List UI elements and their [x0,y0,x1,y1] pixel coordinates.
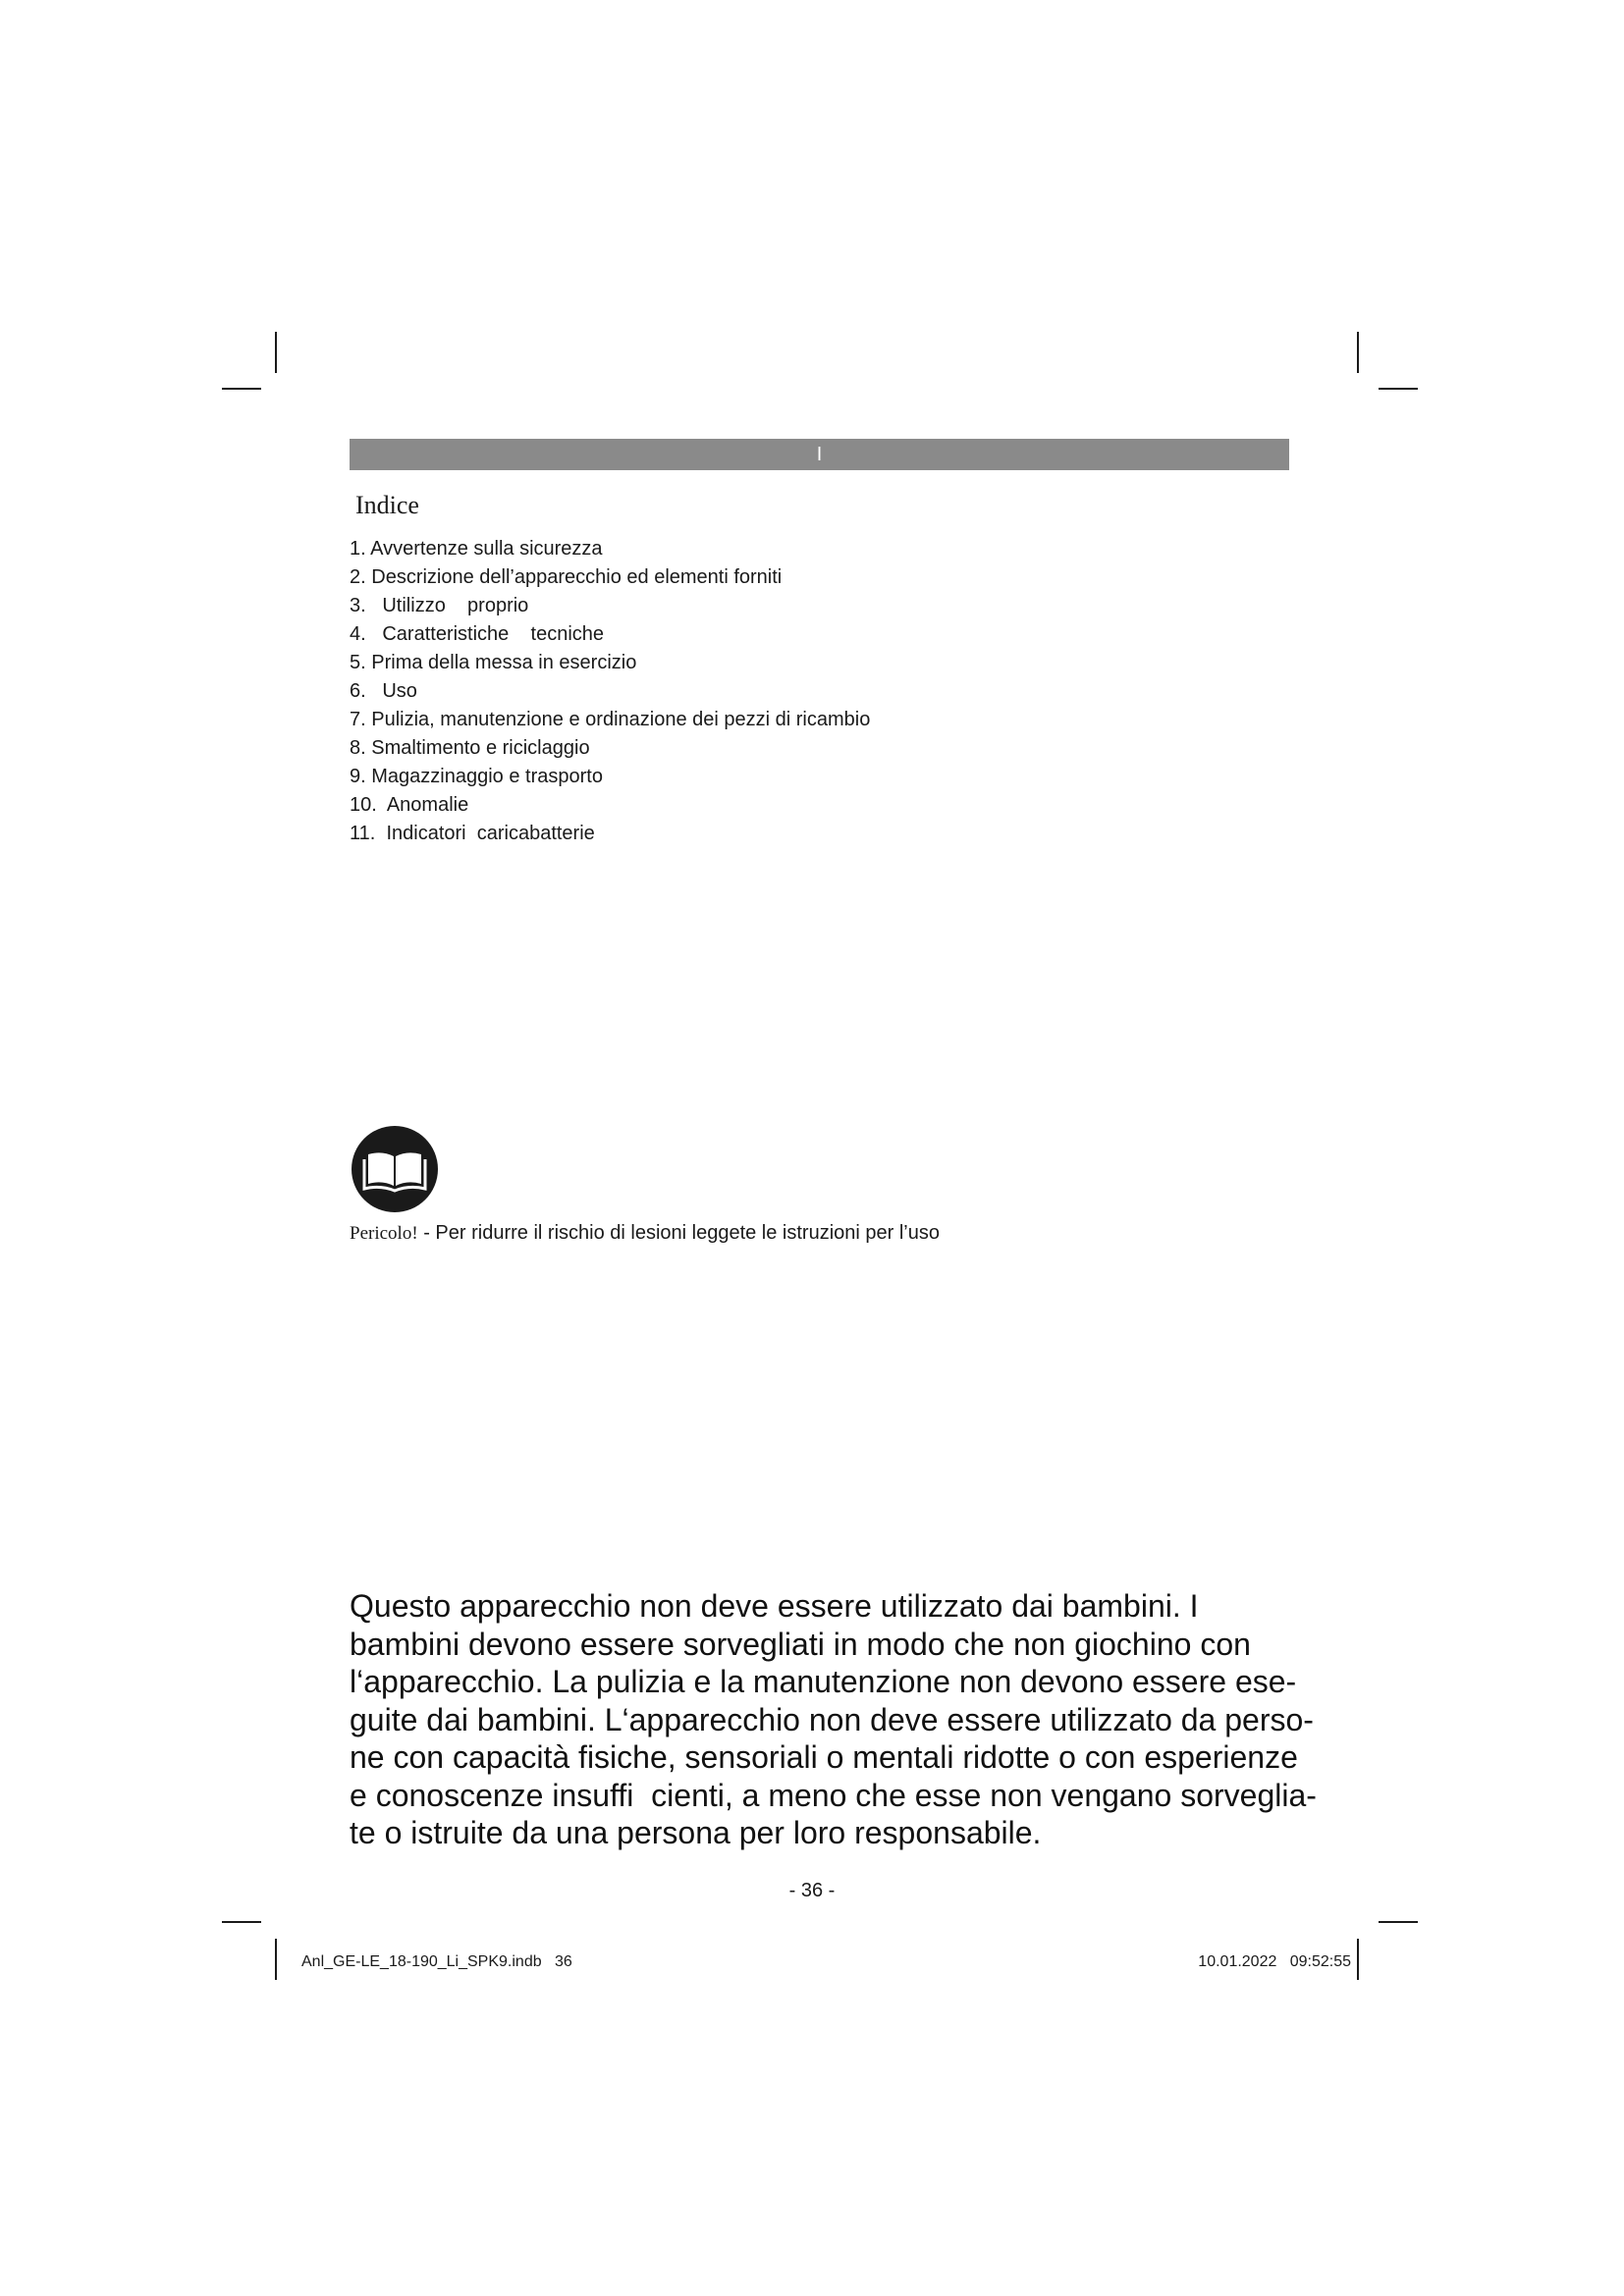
warning-word: Pericolo! [350,1223,418,1244]
toc-item-number: 10. [350,794,377,816]
toc-item-label: Smaltimento e riciclaggio [371,737,590,759]
toc-item [350,820,870,848]
toc-item-number: 1. [350,538,366,560]
toc-item [350,592,870,620]
footer-file-name: Anl_GE-LE_18-190_Li_SPK9.indb 36 [301,1953,572,1970]
toc-item-number: 2. [350,566,366,588]
toc-item-label: Prima della messa in esercizio [371,652,637,673]
toc-item-label: Indicatori caricabatterie [386,823,595,844]
toc-item-label: Pulizia, manutenzione e ordinazione dei pezzi di ricambio [371,709,871,730]
toc-item [350,649,870,677]
page-number: - 36 - [788,1880,836,1901]
toc-list [350,535,870,848]
toc-item-label: Anomalie [386,794,469,816]
crop-mark-bottom-left-horizontal [222,1921,261,1923]
toc-item-label: Uso [382,680,417,702]
safety-paragraph [350,1587,1317,1852]
toc-item [350,791,870,820]
toc-item-label: Magazzinaggio e trasporto [371,766,603,787]
toc-item-label: Caratteristiche tecniche [382,623,605,645]
safety-paragraph-line: ne con capacità fisiche, sensoriali o mentali ridotte o con esperienze [350,1739,1298,1775]
safety-paragraph-line: l‘apparecchio. La pulizia e la manutenzione non devono essere ese- [350,1664,1297,1699]
toc-item [350,677,870,706]
crop-mark-top-right-vertical [1357,332,1359,373]
safety-paragraph-line: Questo apparecchio non deve essere utilizzato dai bambini. I [350,1588,1199,1624]
toc-item [350,535,870,563]
toc-item-label: Descrizione dell’apparecchio ed elementi forniti [371,566,783,588]
toc-item-number: 5. [350,652,366,673]
toc-item [350,734,870,763]
toc-item-label: Avvertenze sulla sicurezza [370,538,603,560]
toc-item [350,763,870,791]
crop-mark-top-left-horizontal [222,388,261,390]
toc-item-number: 8. [350,737,366,759]
crop-mark-bottom-right-vertical [1357,1939,1359,1980]
crop-mark-top-left-vertical [275,332,277,373]
warning-text: - Per ridurre il rischio di lesioni leggete le istruzioni per l’uso [417,1222,940,1244]
toc-item-label: Utilizzo proprio [382,595,529,616]
toc-title: Indice [355,491,419,519]
toc-item-number: 9. [350,766,366,787]
safety-paragraph-line: te o istruite da una persona per loro responsabile. [350,1815,1042,1850]
crop-mark-bottom-right-horizontal [1379,1921,1418,1923]
toc-item-number: 4. [350,623,366,645]
toc-item-number: 6. [350,680,366,702]
read-manual-icon [351,1125,439,1213]
crop-mark-top-right-horizontal [1379,388,1418,390]
toc-item [350,620,870,649]
language-header-bar [350,439,1289,470]
toc-item-number: 3. [350,595,366,616]
warning-line [350,1222,940,1245]
toc-item [350,563,870,592]
language-label: I [816,444,823,465]
crop-mark-bottom-left-vertical [275,1939,277,1980]
safety-paragraph-line: bambini devono essere sorvegliati in modo che non giochino con [350,1626,1251,1662]
toc-item-number: 7. [350,709,366,730]
footer-datetime: 10.01.2022 09:52:55 [1198,1953,1351,1970]
toc-item [350,706,870,734]
safety-paragraph-line: e conoscenze insuffi cienti, a meno che esse non vengano sorveglia- [350,1777,1317,1813]
safety-paragraph-line: guite dai bambini. L‘apparecchio non deve essere utilizzato da perso- [350,1701,1314,1737]
toc-item-number: 11. [350,823,376,844]
